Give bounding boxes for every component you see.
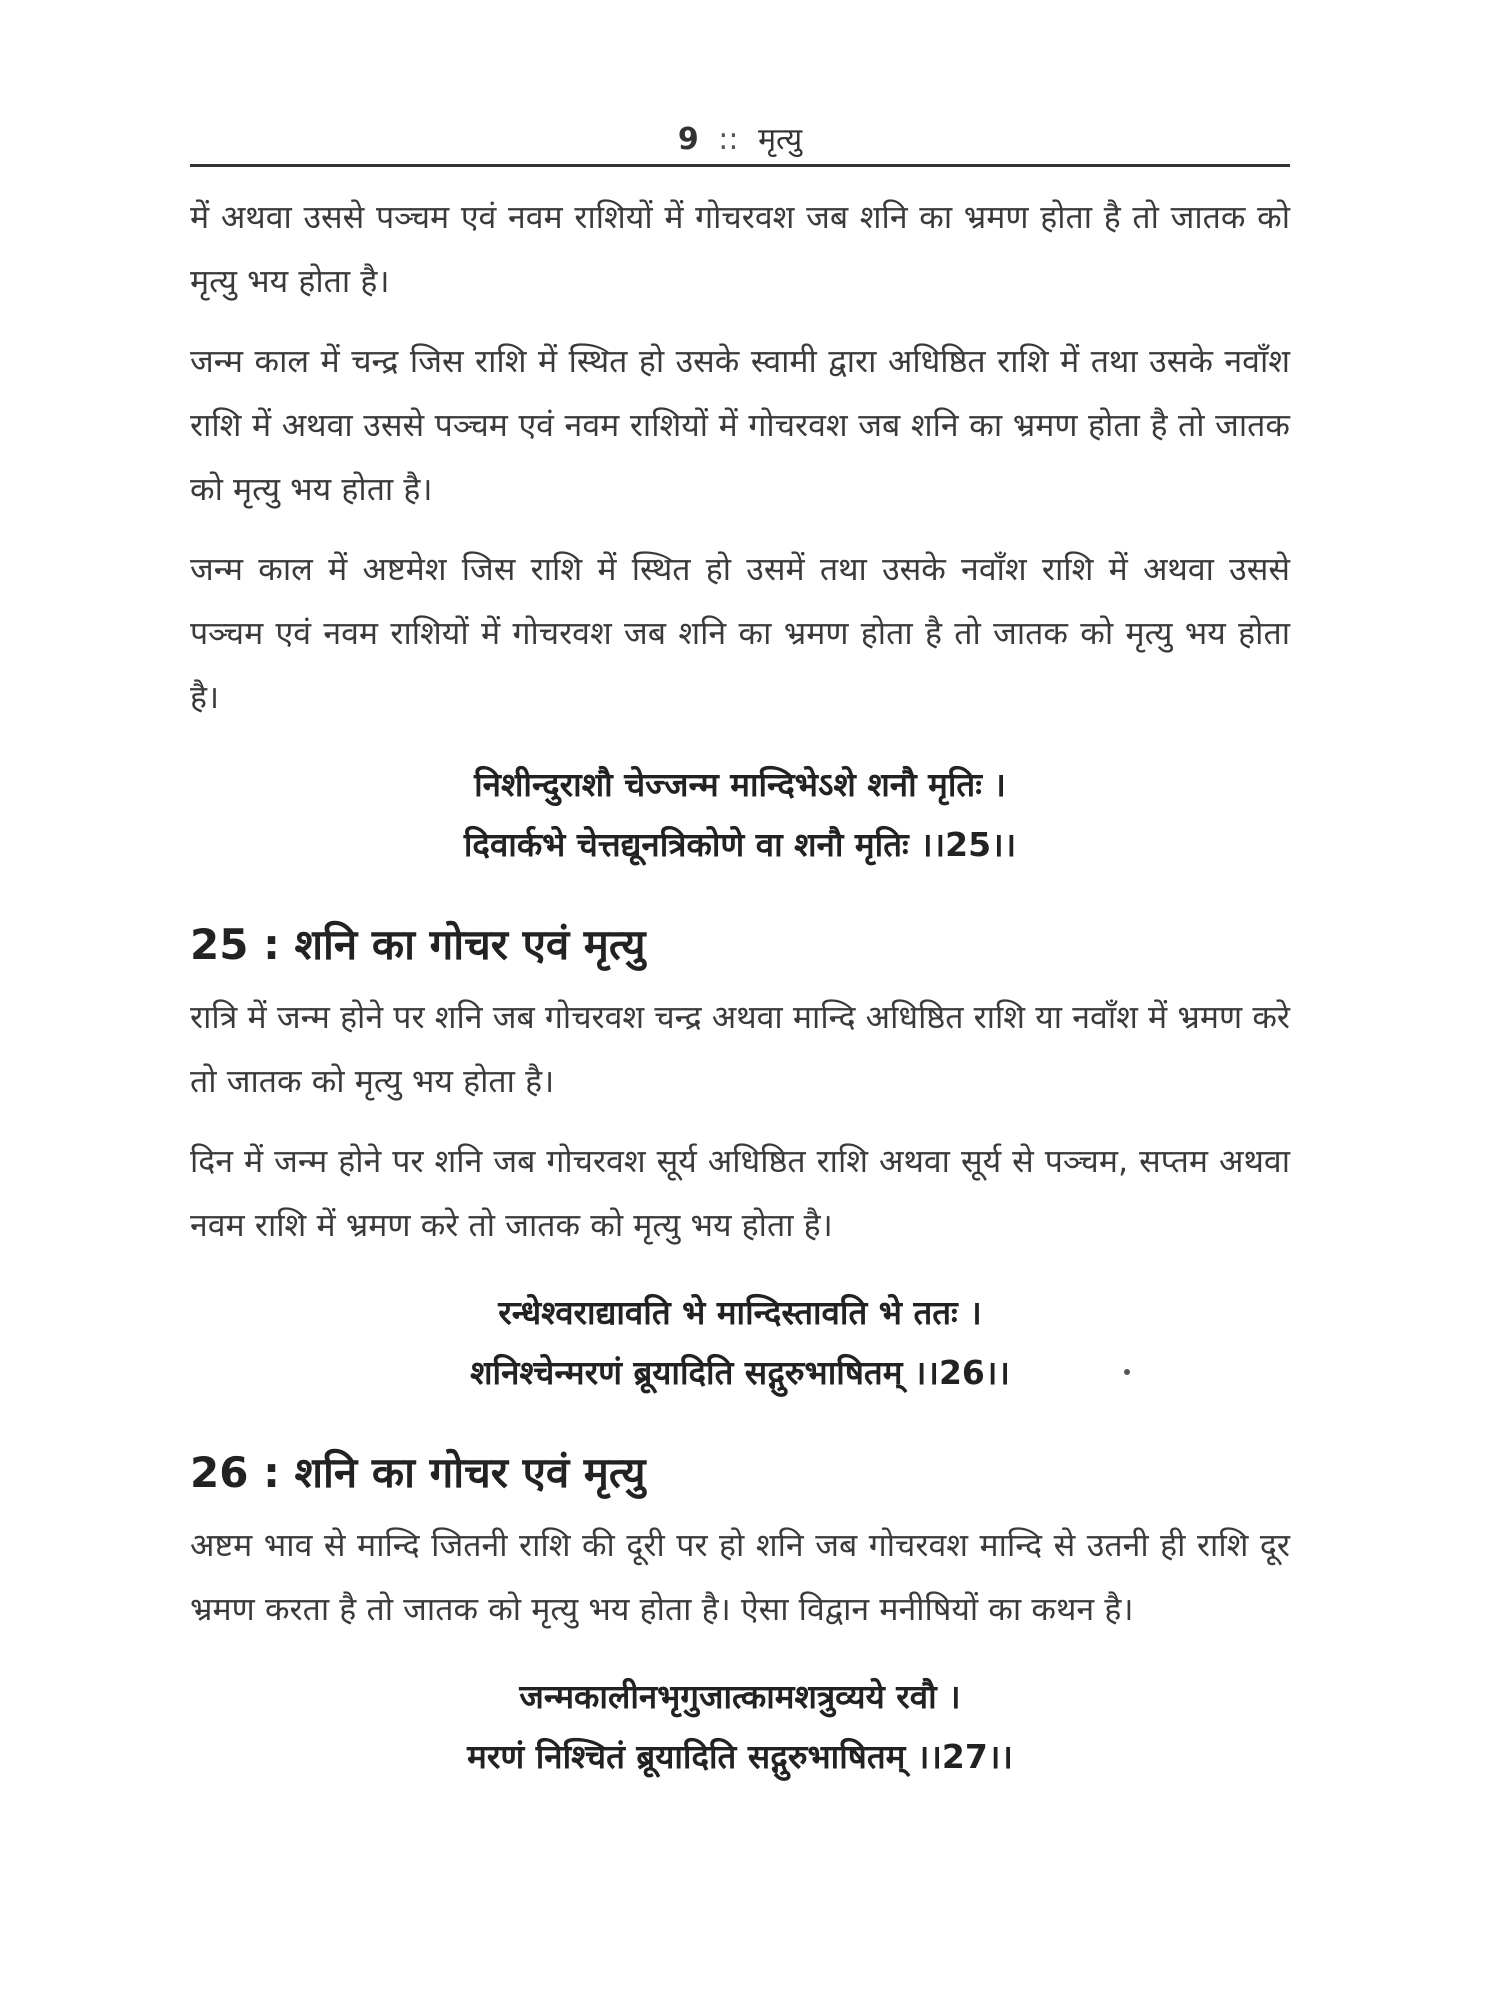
header-separator: :: [718, 122, 739, 157]
header-rule [190, 164, 1290, 167]
paragraph: जन्म काल में अष्टमेश जिस राशि में स्थित हो उसमें तथा उसके नवाँश राशि में अथवा उससे पञ्चम एवं नवम राशियों में गोचरवश जब शनि का भ्रमण होता है तो जातक को मृत्यु भय होता है। [190, 550, 1290, 716]
verse-line: निशीन्दुराशौ चेज्जन्म मान्दिभेऽशे शनौ मृतिः । [474, 765, 1006, 804]
paragraph: अष्टम भाव से मान्दि जितनी राशि की दूरी पर हो शनि जब गोचरवश मान्दि से उतनी ही राशि दूर भ्रमण करता है तो जातक को मृत्यु भय होता है। ऐसा विद्वान मनीषियों का कथन है। [190, 1526, 1290, 1628]
sanskrit-verse-27 [190, 1667, 1290, 1787]
paragraph: रात्रि में जन्म होने पर शनि जब गोचरवश चन्द्र अथवा मान्दि अधिष्ठित राशि या नवाँश में भ्रमण करे तो जातक को मृत्यु भय होता है। [190, 998, 1290, 1100]
sanskrit-verse-25 [190, 755, 1290, 875]
book-page [190, 120, 1290, 1827]
verse-line: दिवार्कभे चेत्तद्यूनत्रिकोणे वा शनौ मृतिः ।।25।। [463, 825, 1017, 864]
chapter-title: मृत्यु [758, 122, 803, 157]
verse-line: रन्धेश्वराद्यावति भे मान्दिस्तावति भे ततः । [498, 1293, 982, 1332]
section-heading-26: 26 : शनि का गोचर एवं मृत्यु [190, 1448, 646, 1497]
sanskrit-verse-26 [190, 1283, 1290, 1403]
section-heading-25: 25 : शनि का गोचर एवं मृत्यु [190, 920, 646, 969]
running-head [190, 120, 1290, 164]
verse-line: जन्मकालीनभृगुजात्कामशत्रुव्यये रवौ । [519, 1677, 961, 1716]
page-number: 9 [677, 122, 699, 157]
paragraph: जन्म काल में चन्द्र जिस राशि में स्थित हो उसके स्वामी द्वारा अधिष्ठित राशि में तथा उसके नवाँश राशि में अथवा उससे पञ्चम एवं नवम राशियों में गोचरवश जब शनि का भ्रमण होता है तो जातक को मृत्यु भय होता है। [190, 342, 1290, 508]
paragraph: में अथवा उससे पञ्चम एवं नवम राशियों में गोचरवश जब शनि का भ्रमण होता है तो जातक को मृत्यु भय होता है। [190, 198, 1290, 300]
verse-line: मरणं निश्चितं ब्रूयादिति सद्गुरुभाषितम् ।।27।। [467, 1737, 1013, 1776]
paragraph: दिन में जन्म होने पर शनि जब गोचरवश सूर्य अधिष्ठित राशि अथवा सूर्य से पञ्चम, सप्तम अथवा नवम राशि में भ्रमण करे तो जातक को मृत्यु भय होता है। [190, 1142, 1290, 1244]
verse-line: शनिश्चेन्मरणं ब्रूयादिति सद्गुरुभाषितम् ।।26।। [470, 1353, 1010, 1392]
stray-ink-dot [1124, 1369, 1130, 1375]
